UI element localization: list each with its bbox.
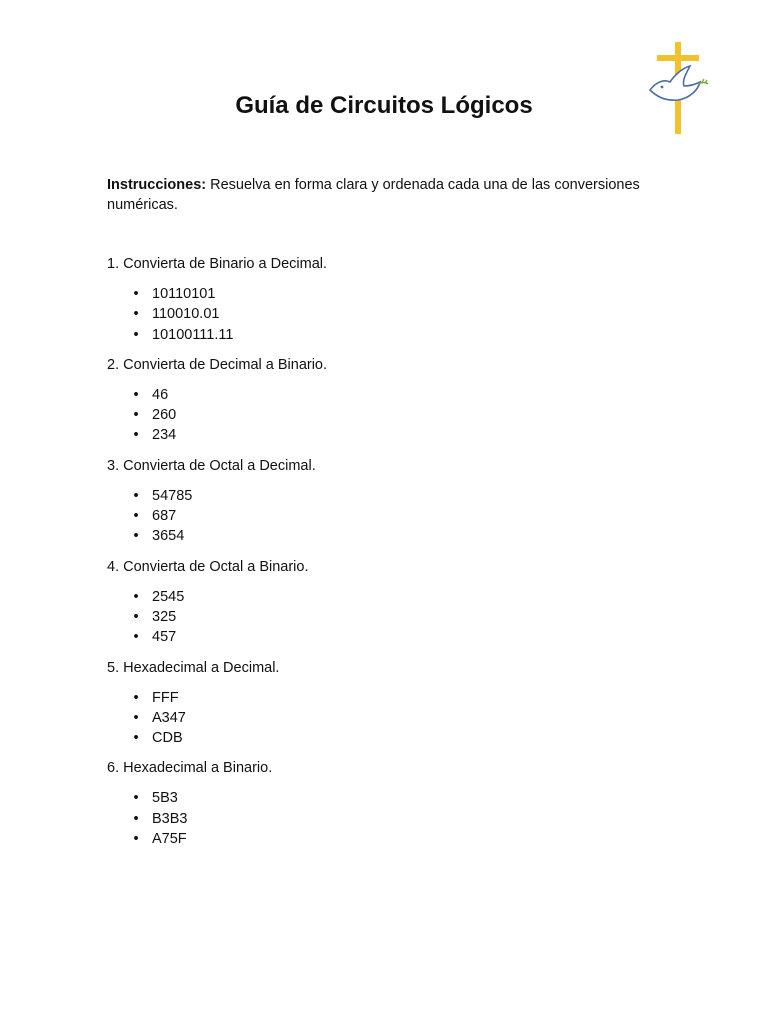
list-item bbox=[107, 304, 667, 324]
item-value: 687 bbox=[152, 508, 177, 525]
instructions-label: Instrucciones: bbox=[107, 177, 207, 193]
item-value: 260 bbox=[152, 407, 177, 424]
bullet-icon: • bbox=[133, 286, 139, 302]
item-value: 54785 bbox=[152, 487, 193, 504]
cross-dove-logo-icon bbox=[642, 38, 712, 138]
question-heading: 6. Hexadecimal a Binario. bbox=[107, 760, 273, 777]
list-item bbox=[107, 829, 667, 849]
question-2 bbox=[107, 355, 667, 446]
item-value: 46 bbox=[152, 386, 169, 403]
list-item bbox=[107, 526, 667, 546]
question-items bbox=[107, 688, 667, 749]
question-heading: 1. Convierta de Binario a Decimal. bbox=[107, 256, 328, 272]
item-value: 5B3 bbox=[152, 790, 178, 807]
question-4 bbox=[107, 557, 667, 648]
bullet-icon: • bbox=[133, 326, 139, 343]
bullet-icon: • bbox=[133, 588, 139, 605]
bullet-icon: • bbox=[133, 831, 139, 848]
question-items bbox=[107, 385, 667, 446]
question-1 bbox=[107, 254, 667, 345]
instructions-text: Resuelva en forma clara y ordenada cada una de las conversiones numéricas. bbox=[107, 177, 640, 213]
item-value: 10110101 bbox=[152, 286, 216, 302]
bullet-icon: • bbox=[133, 508, 139, 525]
instructions-paragraph bbox=[107, 175, 677, 215]
list-item bbox=[107, 405, 667, 425]
question-3 bbox=[107, 456, 667, 547]
question-heading: 5. Hexadecimal a Decimal. bbox=[107, 659, 280, 676]
question-items bbox=[107, 788, 667, 849]
item-value: B3B3 bbox=[152, 810, 188, 827]
item-value: A75F bbox=[152, 831, 187, 848]
bullet-icon: • bbox=[133, 528, 139, 545]
question-heading: 4. Convierta de Octal a Binario. bbox=[107, 558, 309, 575]
question-items bbox=[107, 486, 667, 547]
bullet-icon: • bbox=[133, 689, 139, 706]
item-value: 2545 bbox=[152, 588, 185, 605]
item-value: FFF bbox=[152, 689, 179, 706]
bullet-icon: • bbox=[133, 386, 139, 403]
list-item bbox=[107, 809, 667, 829]
bullet-icon: • bbox=[133, 407, 139, 424]
question-5 bbox=[107, 658, 667, 749]
list-item bbox=[107, 385, 667, 405]
question-heading: 2. Convierta de Decimal a Binario. bbox=[107, 356, 328, 373]
question-heading: 3. Convierta de Octal a Decimal. bbox=[107, 457, 316, 474]
list-item bbox=[107, 587, 667, 607]
item-value: 325 bbox=[152, 608, 177, 625]
page-title: Guía de Circuitos Lógicos bbox=[235, 92, 533, 119]
list-item bbox=[107, 788, 667, 808]
list-item bbox=[107, 284, 667, 304]
bullet-icon: • bbox=[133, 487, 139, 504]
list-item bbox=[107, 425, 667, 445]
item-value: 10100111.11 bbox=[152, 326, 234, 343]
list-item bbox=[107, 486, 667, 506]
bullet-icon: • bbox=[133, 306, 139, 323]
list-item bbox=[107, 607, 667, 627]
list-item bbox=[107, 708, 667, 728]
item-value: CDB bbox=[152, 730, 183, 747]
bullet-icon: • bbox=[133, 427, 139, 444]
list-item bbox=[107, 728, 667, 748]
bullet-icon: • bbox=[133, 629, 139, 646]
questions-list bbox=[107, 254, 667, 859]
question-items bbox=[107, 284, 667, 345]
item-value: A347 bbox=[152, 709, 186, 726]
bullet-icon: • bbox=[133, 709, 139, 726]
item-value: 3654 bbox=[152, 528, 185, 545]
list-item bbox=[107, 325, 667, 345]
question-items bbox=[107, 587, 667, 648]
item-value: 234 bbox=[152, 427, 177, 444]
list-item bbox=[107, 506, 667, 526]
item-value: 457 bbox=[152, 629, 177, 646]
list-item bbox=[107, 688, 667, 708]
list-item bbox=[107, 627, 667, 647]
bullet-icon: • bbox=[133, 730, 139, 747]
question-6 bbox=[107, 758, 667, 849]
item-value: 110010.01 bbox=[152, 306, 220, 323]
bullet-icon: • bbox=[133, 810, 139, 827]
bullet-icon: • bbox=[133, 608, 139, 625]
bullet-icon: • bbox=[133, 790, 139, 807]
